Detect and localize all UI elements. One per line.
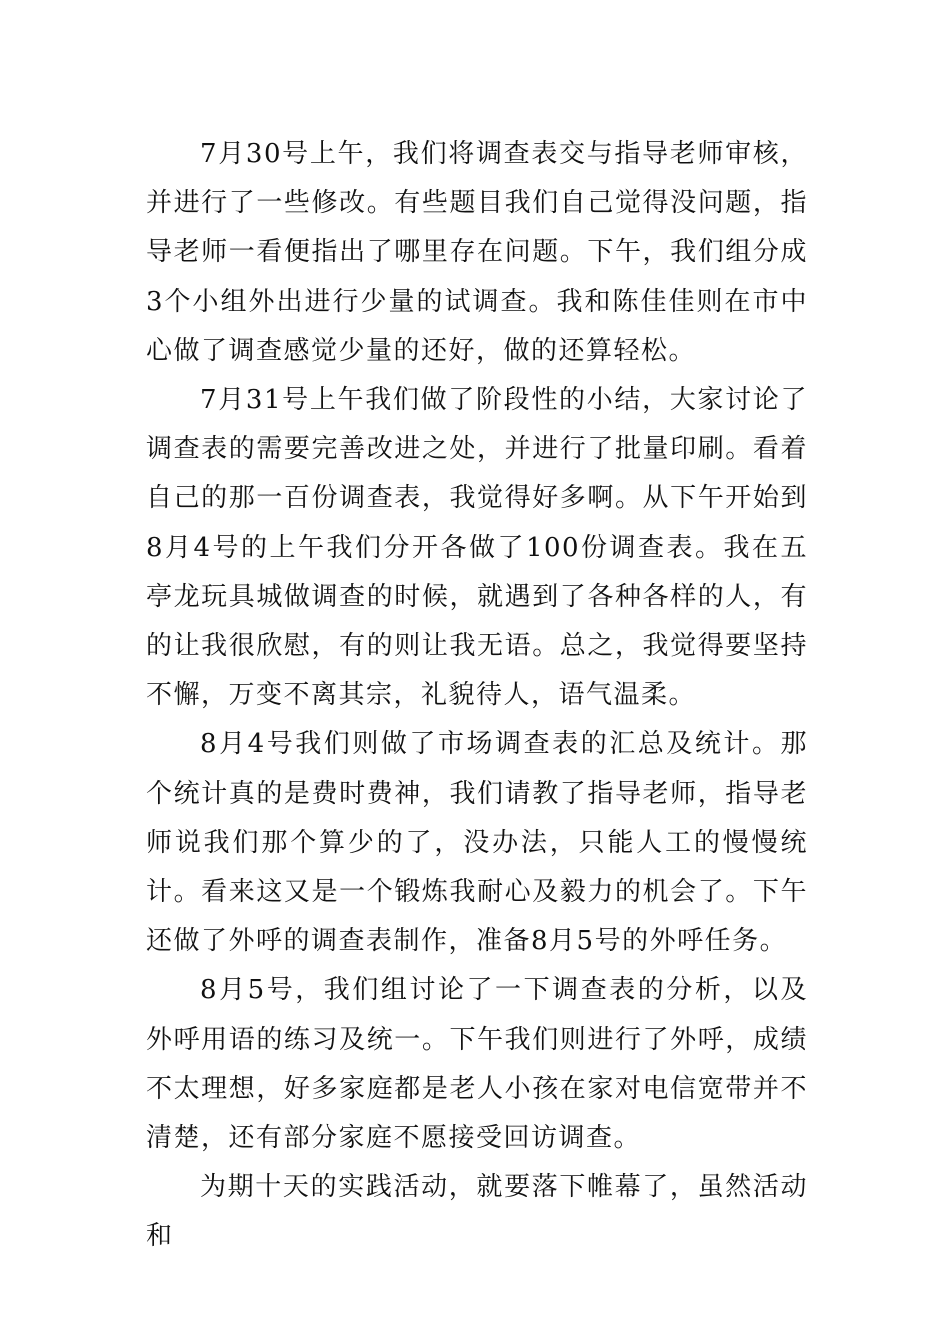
paragraph-5: 为期十天的实践活动，就要落下帷幕了，虽然活动和 [146, 1172, 808, 1252]
paragraph-3: 8月4号我们则做了市场调查表的汇总及统计。那个统计真的是费时费神，我们请教了指导老师，指导老师说我们那个算少的了，没办法，只能人工的慢慢统计。看来这又是一个锻炼我耐心及毅力的机会了。下午还做了外呼的调查表制作，准备8月5号的外呼任务。 [146, 729, 808, 957]
paragraph-1: 7月30号上午，我们将调查表交与指导老师审核，并进行了一些修改。有些题目我们自己觉得没问题，指导老师一看便指出了哪里存在问题。下午，我们组分成3个小组外出进行少量的试调查。我和陈佳佳则在市中心做了调查感觉少量的还好，做的还算轻松。 [146, 139, 808, 366]
document-body [146, 130, 808, 1262]
paragraph-4: 8月5号，我们组讨论了一下调查表的分析，以及外呼用语的练习及统一。下午我们则进行了外呼，成绩不太理想，好多家庭都是老人小孩在家对电信宽带并不清楚，还有部分家庭不愿接受回访调查。 [146, 975, 808, 1154]
paragraph-2: 7月31号上午我们做了阶段性的小结，大家讨论了调查表的需要完善改进之处，并进行了批量印刷。看着自己的那一百份调查表，我觉得好多啊。从下午开始到8月4号的上午我们分开各做了100份调查表。我在五亭龙玩具城做调查的时候，就遇到了各种各样的人，有的让我很欣慰，有的则让我无语。总之，我觉得要坚持不懈，万变不离其宗，礼貌待人，语气温柔。 [146, 385, 808, 711]
